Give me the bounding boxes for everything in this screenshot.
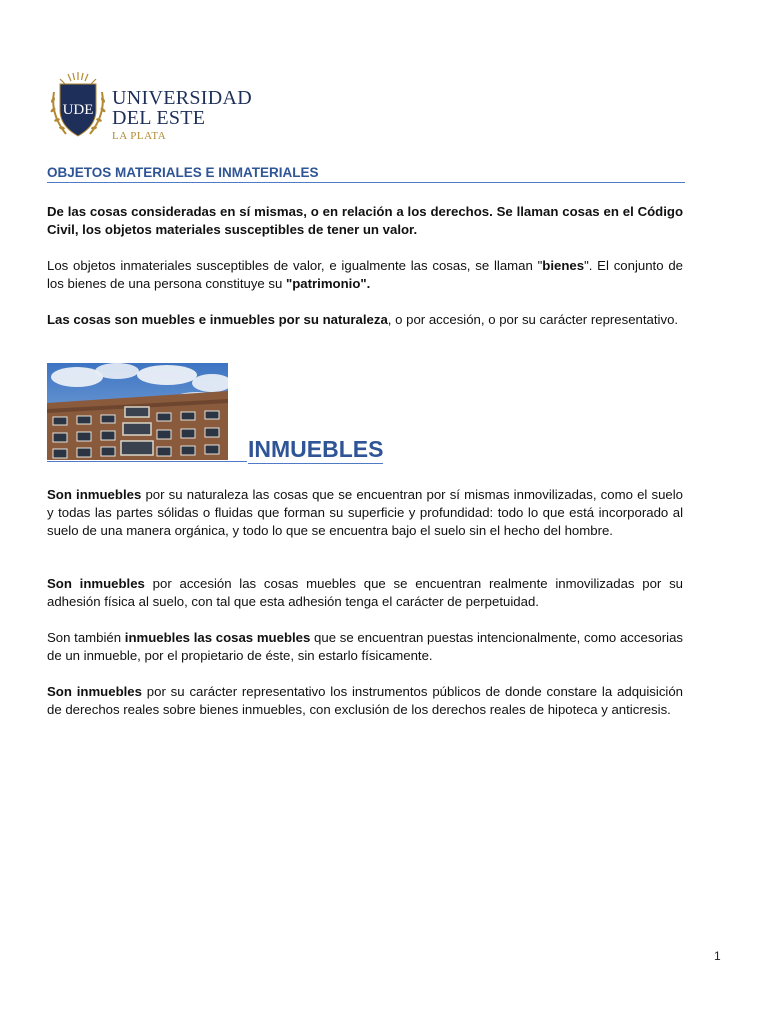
paragraph-inmuebles-1 xyxy=(47,486,683,540)
paragraph-intro-1-bold: De las cosas consideradas en sí mismas, o en relación a los derechos. Se llaman cosas en el Código Civil, los objetos materiales susceptibles de tener un valor. xyxy=(47,204,683,237)
text-segment: Son también xyxy=(47,630,125,645)
inmuebles-heading: INMUEBLES xyxy=(248,436,384,462)
bold-segment-bienes: bienes xyxy=(542,258,585,273)
text-segment: por su carácter representativo los instrumentos públicos de donde constare la adquisición de derechos reales sobre bienes inmuebles, con exclusión de los derechos reales de hipoteca y anticresis. xyxy=(47,684,684,717)
page-number: 1 xyxy=(714,949,721,963)
bold-segment: Son inmuebles xyxy=(47,576,145,591)
text-segment: ". El conjunto de los bienes de una persona constituye su xyxy=(47,258,683,291)
paragraph-intro-1 xyxy=(47,203,683,239)
text-segment: por su naturaleza las cosas que se encuentran por sí mismas inmovilizadas, como el suelo y todas las partes sólidas o fluidas que forman su superficie y profundidad: todo lo que está incorporado al suelo de una manera orgánica, y todo lo que se encuentra bajo el suelo sin el hecho del hombre. xyxy=(47,487,684,538)
image-underline xyxy=(47,461,247,462)
paragraph-inmuebles-4 xyxy=(47,683,683,719)
logo-line-universidad: UNIVERSIDAD xyxy=(112,87,252,109)
logo-line-la-plata: LA PLATA xyxy=(112,130,167,142)
bold-segment-patrimonio: "patrimonio". xyxy=(286,276,371,291)
university-logo xyxy=(48,70,258,142)
logo-line-del-este: DEL ESTE xyxy=(112,107,206,129)
section-heading: OBJETOS MATERIALES E INMATERIALES xyxy=(47,164,685,183)
building-photo xyxy=(47,363,228,460)
paragraph-intro-2 xyxy=(47,257,683,293)
text-segment: , o por accesión, o por su carácter representativo. xyxy=(387,312,679,327)
paragraph-intro-3 xyxy=(47,311,683,329)
building-photo-icon xyxy=(47,363,228,460)
text-segment: que se encuentran puestas intencionalmente, como accesorias de un inmueble, por el propietario de éste, sin estarlo físicamente. xyxy=(47,630,683,663)
bold-segment: Son inmuebles xyxy=(47,487,142,502)
bold-segment: Son inmuebles xyxy=(47,684,142,699)
bold-segment: inmuebles las cosas muebles xyxy=(124,630,311,645)
paragraph-inmuebles-2 xyxy=(47,575,683,611)
university-emblem-icon xyxy=(48,70,108,142)
bold-segment: Las cosas son muebles e inmuebles por su naturaleza xyxy=(47,312,388,327)
svg-text:UDE: UDE xyxy=(62,102,94,118)
paragraph-inmuebles-3 xyxy=(47,629,683,665)
text-segment: Los objetos inmateriales susceptibles de valor, e igualmente las cosas, se llaman " xyxy=(47,258,543,273)
logo-wordmark xyxy=(112,88,252,142)
text-segment: por accesión las cosas muebles que se encuentran realmente inmovilizadas por su adhesión física al suelo, con tal que esta adhesión tenga el carácter de perpetuidad. xyxy=(47,576,684,609)
